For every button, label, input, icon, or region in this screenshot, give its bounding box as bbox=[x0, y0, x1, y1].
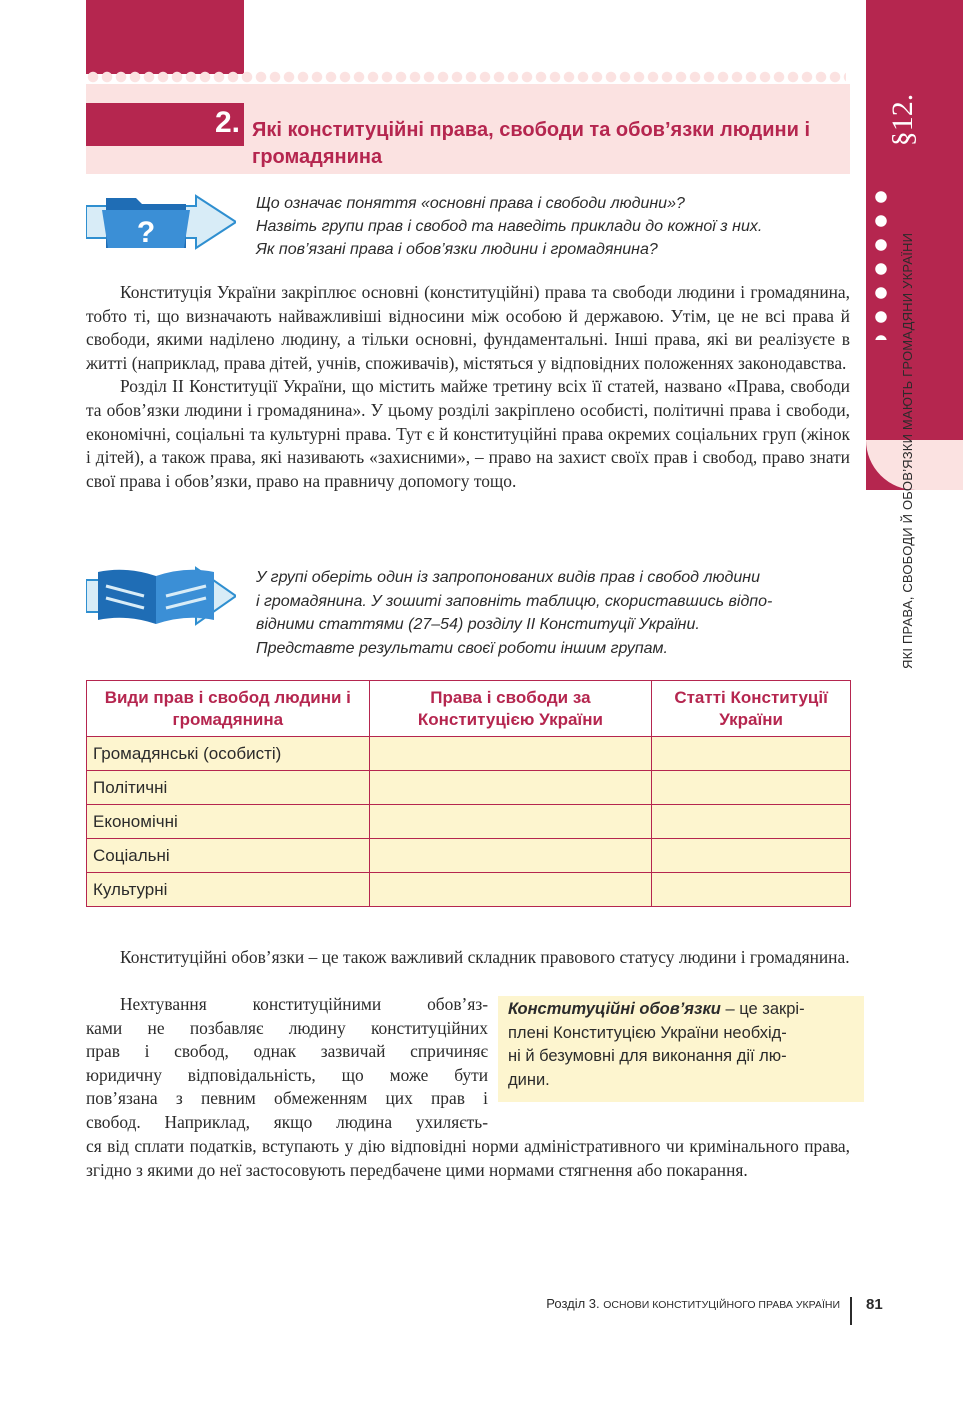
paragraph: Конституційні обов’язки – це також важливий складник правового статусу людини і громадянина. bbox=[120, 947, 850, 967]
section-title: Які конституційні права, свободи та обов’язки людини і громадянина bbox=[252, 119, 811, 168]
column-line: юридичну відповідальність, що може бути bbox=[86, 1064, 488, 1085]
paragraph-number: §12. bbox=[886, 93, 919, 147]
task-line: відними статтями (27–54) розділу II Конституції України. bbox=[256, 616, 700, 633]
table-header-row bbox=[87, 681, 851, 737]
question-line: Як пов’язані права і обов’язки людини і громадянина? bbox=[256, 241, 658, 258]
empty-cell bbox=[369, 737, 652, 771]
table-row bbox=[87, 873, 851, 907]
definition-line: дини. bbox=[508, 1070, 550, 1089]
page-footer bbox=[400, 1296, 840, 1311]
column-header: Види прав і свобод людини і громадянина bbox=[87, 681, 370, 737]
empty-cell bbox=[652, 873, 851, 907]
rights-table bbox=[86, 680, 851, 907]
paragraph: ся від сплати податків, вступають у дію відповідні норми адміністративного чи кримінального права, згідно з якими до неї застосовують передбачене цими нормами стягнення або покарання. bbox=[86, 1136, 850, 1180]
empty-cell bbox=[369, 771, 652, 805]
paragraph: Конституція України закріплює основні (конституційні) права та свободи людини і громадянина, тобто ті, що визначають найважливіші відносини між особою й державою. Утім, це не всі права й свободи, якими наділено людину, а тільки основні, фундаментальні. Інші права, які ви реалізуєте в житті (наприклад, права дітей, учнів, споживачів), містяться у відповідних положеннях законодавства. bbox=[86, 282, 850, 373]
task-line: Представте результати своєї роботи іншим групам. bbox=[256, 639, 668, 657]
empty-cell bbox=[652, 805, 851, 839]
paragraph: Розділ II Конституції України, що містить майже третину всіх її статей, названо «Права, свободи та обов’язки людини і громадянина». У цьому розділі закріплено особисті, політичні права і свободи, економічні, соціальні та культурні права. Тут є й конституційні права окремих соціальних груп (жінок і дітей), а також права, які називають «захисними», – право на захист своїх прав і свобод, право знати свої права і обов’язки, право на правничу допомогу тощо. bbox=[86, 376, 850, 491]
side-scallop-decor bbox=[874, 190, 888, 340]
question-line: Що означає поняття «основні права і свободи людини»? bbox=[256, 195, 685, 212]
table-row bbox=[87, 805, 851, 839]
question-line: Назвіть групи прав і свобод та наведіть приклади до кожної з них. bbox=[256, 218, 763, 235]
duties-intro bbox=[86, 946, 850, 970]
footer-chapter-title: ОСНОВИ КОНСТИТУЦІЙНОГО ПРАВА УКРАЇНИ bbox=[603, 1299, 840, 1311]
group-task bbox=[256, 566, 850, 660]
questions-block bbox=[256, 192, 846, 261]
empty-cell bbox=[652, 839, 851, 873]
definition-fragment: – це закрі- bbox=[720, 1000, 805, 1018]
footer-divider bbox=[850, 1297, 852, 1325]
column-header: Права і свободи за Конституцією України bbox=[369, 681, 652, 737]
open-book-pen-icon bbox=[86, 566, 236, 626]
column-line: Нехтування конституційними обов’яз- bbox=[120, 994, 488, 1014]
header-scallop-decor bbox=[86, 70, 846, 84]
rights-type-cell: Політичні bbox=[87, 771, 370, 805]
definition-line: плені Конституцією України необхід- bbox=[508, 1023, 787, 1042]
rights-type-cell: Культурні bbox=[87, 873, 370, 907]
rights-type-cell: Громадянські (особисті) bbox=[87, 737, 370, 771]
empty-cell bbox=[369, 873, 652, 907]
definition-text bbox=[508, 998, 853, 1092]
column-header: Статті Конституції України bbox=[652, 681, 851, 737]
definition-line bbox=[508, 998, 853, 1022]
empty-cell bbox=[652, 771, 851, 805]
definition-line: ні й безумовні для виконання дії лю- bbox=[508, 1047, 787, 1065]
column-line: прав і свобод, однак зазвичай спричиняє bbox=[86, 1041, 488, 1062]
table-row bbox=[87, 771, 851, 805]
closing-text bbox=[86, 1135, 850, 1182]
task-line: У групі оберіть один із запропонованих видів прав і свобод людини bbox=[256, 569, 760, 586]
footer-chapter-prefix: Розділ 3. bbox=[546, 1296, 600, 1311]
task-line: і громадянина. У зошиті заповніть таблицю, скориставшись відпо- bbox=[256, 592, 773, 610]
empty-cell bbox=[369, 805, 652, 839]
rights-type-cell: Економічні bbox=[87, 805, 370, 839]
column-line: ками не позбавляє людину конституційних bbox=[86, 1017, 488, 1038]
main-text bbox=[86, 281, 850, 493]
chapter-vertical-title: ЯКІ ПРАВА, СВОБОДИ Й ОБОВ’ЯЗКИ МАЮТЬ ГРОМАДЯНИ УКРАЇНИ bbox=[900, 232, 915, 669]
column-line: пов’язана з певним обмеженням цих прав і bbox=[86, 1088, 488, 1109]
definition-term: Конституційні обов’язки bbox=[508, 1000, 721, 1018]
header-decor-block bbox=[86, 0, 244, 74]
column-line: свобод. Наприклад, якщо людина ухиляєть- bbox=[86, 1111, 488, 1132]
page-number: 81 bbox=[866, 1296, 883, 1313]
question-folder-icon bbox=[86, 192, 236, 252]
svg-text:?: ? bbox=[136, 216, 156, 249]
empty-cell bbox=[652, 737, 851, 771]
table-row bbox=[87, 839, 851, 873]
duties-column-text bbox=[86, 993, 488, 1135]
rights-type-cell: Соціальні bbox=[87, 839, 370, 873]
table-row bbox=[87, 737, 851, 771]
section-number: 2. bbox=[214, 106, 240, 139]
empty-cell bbox=[369, 839, 652, 873]
